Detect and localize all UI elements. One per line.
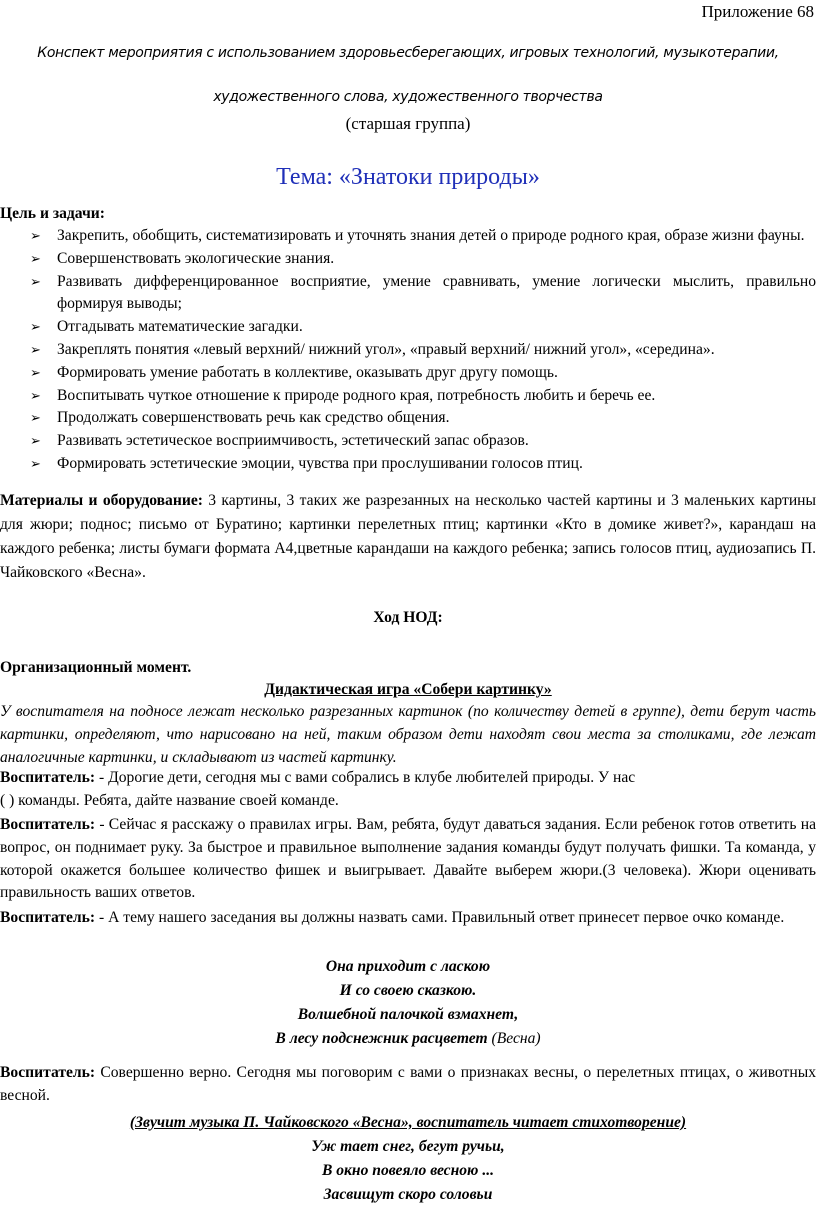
materials-paragraph bbox=[0, 489, 816, 585]
group-label: (старшая группа) bbox=[345, 114, 471, 133]
arrow-bullet-icon: ➢ bbox=[30, 387, 41, 403]
arrow-bullet-icon: ➢ bbox=[30, 455, 41, 471]
course-heading: Ход НОД: bbox=[373, 609, 443, 626]
game-description: У воспитателя на подносе лежат несколько разрезанных картинок (по количеству детей в группе), дети берут часть картинки, определяют, что нарисовано на ней, таким образом дети находят свои места за столиками, где лежат аналогичные картинки, и складывают из частей картинку. bbox=[0, 703, 816, 766]
spring-poem bbox=[0, 1111, 816, 1207]
arrow-bullet-icon: ➢ bbox=[30, 273, 41, 289]
arrow-bullet-icon: ➢ bbox=[30, 250, 41, 266]
goal-item: ➢ Формировать умение работать в коллективе, оказывать друг другу помощь. bbox=[30, 362, 816, 385]
speaker-label: Воспитатель: bbox=[0, 769, 96, 786]
goal-item: ➢ Закреплять понятия «левый верхний/ нижний угол», «правый верхний/ нижний угол», «середина». bbox=[30, 339, 816, 362]
arrow-bullet-icon: ➢ bbox=[30, 433, 41, 449]
goals-heading: Цель и задачи: bbox=[0, 205, 105, 222]
materials-text: 3 картины, 3 таких же разрезанных на несколько частей картины и 3 маленьких картины для жюри; поднос; письмо от Буратино; картинки перелетных птиц; картинки «Кто в домике живет?», карандаш на каждого ребенка; листы бумаги формата А4,цветные карандаши на каждого ребенка; запись голосов птиц, аудиозапись П. Чайковского «Весна». bbox=[0, 492, 816, 581]
riddle-line: Волшебной палочкой взмахнет, bbox=[297, 1006, 519, 1023]
arrow-bullet-icon: ➢ bbox=[30, 364, 41, 380]
speaker-label: Воспитатель: bbox=[0, 909, 96, 926]
riddle-line: В лесу подснежник расцветет bbox=[275, 1030, 488, 1047]
appendix-number: Приложение 68 bbox=[701, 2, 814, 21]
arrow-bullet-icon: ➢ bbox=[30, 410, 41, 426]
teacher-speech-4: Воспитатель: Совершенно верно. Сегодня мы поговорим с вами о признаках весны, о перелетных птицах, о животных весной. bbox=[0, 1064, 816, 1104]
goal-item: ➢ Закрепить, обобщить, систематизировать и уточнять знания детей о природе родного края, образе жизни фауны. bbox=[30, 225, 816, 248]
arrow-bullet-icon: ➢ bbox=[30, 319, 41, 335]
goal-item: ➢ Отгадывать математические загадки. bbox=[30, 316, 816, 339]
teacher-speech-2: Воспитатель: - Сейчас я расскажу о правилах игры. Вам, ребята, будут даваться задания. Если ребенок готов ответить на вопрос, он поднимает руку. За быстрое и правильное выполнение задания команды будут получать фишки. Та команда, у которой окажется большее количество фишек и выигрывает. Давайте выберем жюри.(3 человека). Жюри оценивать правильность ваших ответов. bbox=[0, 816, 816, 902]
goal-item: ➢ Воспитывать чуткое отношение к природе родного края, потребность любить и беречь ее. bbox=[30, 385, 816, 408]
materials-label: Материалы и оборудование: bbox=[0, 492, 203, 509]
teacher-speech-3: Воспитатель: - А тему нашего заседания вы должны назвать сами. Правильный ответ принесет первое очко команде. bbox=[0, 909, 785, 926]
title-line-2: художественного слова, художественного творчества bbox=[213, 89, 603, 105]
poem-line: Засвищут скоро соловьи bbox=[323, 1186, 493, 1203]
riddle-verse bbox=[0, 955, 816, 1051]
goal-item: ➢ Совершенствовать экологические знания. bbox=[30, 248, 816, 271]
riddle-line: И со своею сказкою. bbox=[339, 982, 477, 999]
riddle-line: Она приходит с ласкою bbox=[325, 958, 491, 975]
arrow-bullet-icon: ➢ bbox=[30, 341, 41, 357]
org-moment-heading: Организационный момент. bbox=[0, 659, 192, 676]
riddle-answer: (Весна) bbox=[487, 1030, 541, 1047]
goals-list bbox=[30, 225, 816, 476]
goal-item: ➢ Продолжать совершенствовать речь как средство общения. bbox=[30, 407, 816, 430]
speaker-label: Воспитатель: bbox=[0, 1064, 96, 1081]
arrow-bullet-icon: ➢ bbox=[30, 228, 41, 243]
teacher-speech-1: Воспитатель: - Дорогие дети, сегодня мы с вами собрались в клубе любителей природы. У нас ( ) команды. Ребята, дайте название своей команде. bbox=[0, 769, 636, 809]
speaker-label: Воспитатель: bbox=[0, 816, 96, 833]
goal-item: ➢ Развивать эстетическое восприимчивость, эстетический запас образов. bbox=[30, 430, 816, 453]
goal-item: ➢ Формировать эстетические эмоции, чувства при прослушивании голосов птиц. bbox=[30, 453, 816, 476]
poem-line: В окно повеяло весною ... bbox=[321, 1162, 495, 1179]
title-line-1: Конспект мероприятия с использованием здоровьесберегающих, игровых технологий, музыкотерапии, bbox=[37, 45, 779, 61]
music-note: (Звучит музыка П. Чайковского «Весна», воспитатель читает стихотворение) bbox=[129, 1114, 687, 1131]
game-title: Дидактическая игра «Собери картинку» bbox=[264, 681, 552, 698]
goal-item: ➢ Развивать дифференцированное восприятие, умение сравнивать, умение логически мыслить, правильно формируя выводы; bbox=[30, 272, 816, 313]
poem-line: Уж тает снег, бегут ручьи, bbox=[311, 1138, 505, 1155]
theme-title: Тема: «Знатоки природы» bbox=[276, 164, 540, 190]
